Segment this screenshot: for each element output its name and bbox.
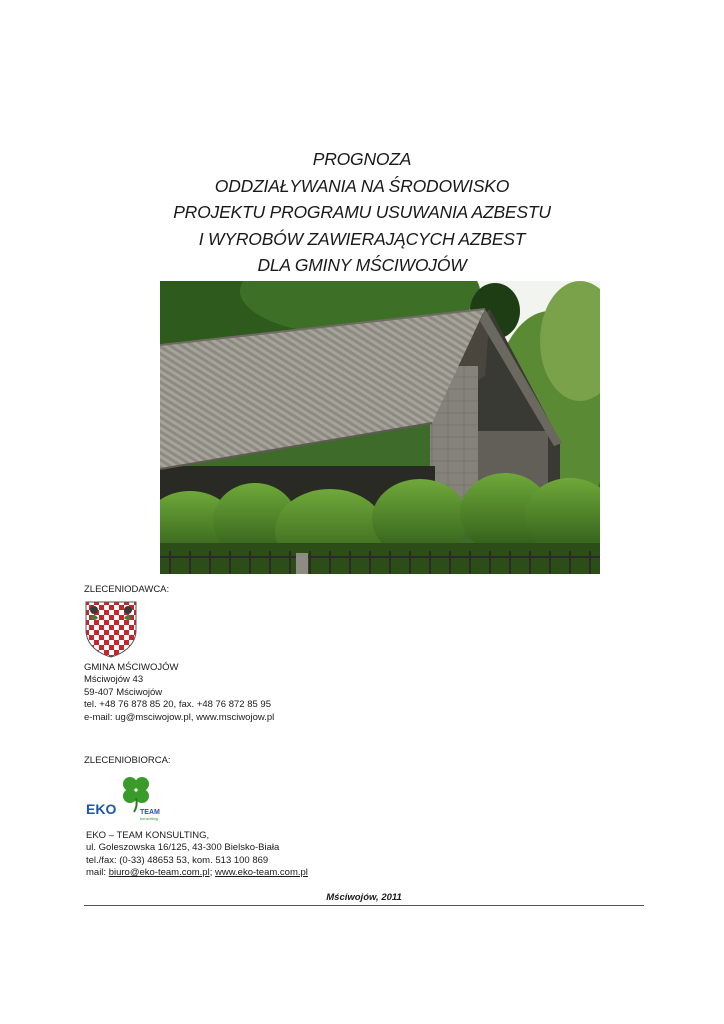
- footer-divider: [84, 905, 644, 906]
- logo-text-team: TEAM: [140, 809, 160, 816]
- title-line-2: ODDZIAŁYWANIA NA ŚRODOWISKO: [214, 175, 510, 196]
- contractor-name: EKO – TEAM KONSULTING,: [86, 830, 210, 841]
- contractor-mail-prefix: mail:: [86, 867, 109, 879]
- client-label: ZLECENIODAWCA:: [84, 584, 170, 595]
- client-contact-line: [84, 712, 274, 724]
- contractor-phone: tel./fax: (0-33) 48653 53, kom. 513 100 869: [86, 854, 269, 866]
- contractor-email-link[interactable]: biuro@eko-team.com.pl: [108, 867, 210, 879]
- title-line-5: DLA GMINY MŚCIWOJÓW: [257, 255, 467, 275]
- client-details: [84, 662, 274, 724]
- contractor-contact-separator: ;: [209, 867, 215, 879]
- contractor-address: ul. Goleszowska 16/125, 43-300 Bielsko-Biała: [86, 842, 280, 854]
- logo-text-main: EKO: [86, 801, 117, 817]
- eko-team-logo-icon: [84, 772, 170, 822]
- client-website[interactable]: www.msciwojow.pl: [196, 711, 275, 723]
- contractor-label: ZLECENIOBIORCA:: [84, 755, 171, 766]
- client-email-prefix: e-mail:: [84, 711, 116, 723]
- client-phone: tel. +48 76 878 85 20, fax. +48 76 872 85 95: [84, 699, 271, 711]
- msciwojow-coat-of-arms-icon: [84, 600, 138, 658]
- contractor-details: [86, 830, 308, 880]
- client-name: GMINA MŚCIWOJÓW: [84, 662, 179, 673]
- client-contact-separator: ,: [190, 711, 197, 723]
- document-title: [80, 146, 644, 279]
- title-line-4: I WYROBÓW ZAWIERAJĄCYCH AZBEST: [198, 228, 526, 249]
- client-address-line-2: 59-407 Mściwojów: [84, 686, 163, 698]
- title-line-3: PROJEKTU PROGRAMU USUWANIA AZBESTU: [173, 202, 551, 222]
- contractor-website-link[interactable]: www.eko-team.com.pl: [214, 867, 308, 879]
- client-email[interactable]: ug@msciwojow.pl: [115, 711, 191, 723]
- title-line-1: PROGNOZA: [312, 149, 412, 169]
- place-and-date: Mściwojów, 2011: [326, 892, 402, 903]
- client-address-line-1: Mściwojów 43: [84, 674, 144, 686]
- logo-text-sub: konsulting: [140, 816, 159, 821]
- contractor-contact-line: [86, 867, 308, 879]
- asbestos-roof-barn-photo: [160, 281, 600, 574]
